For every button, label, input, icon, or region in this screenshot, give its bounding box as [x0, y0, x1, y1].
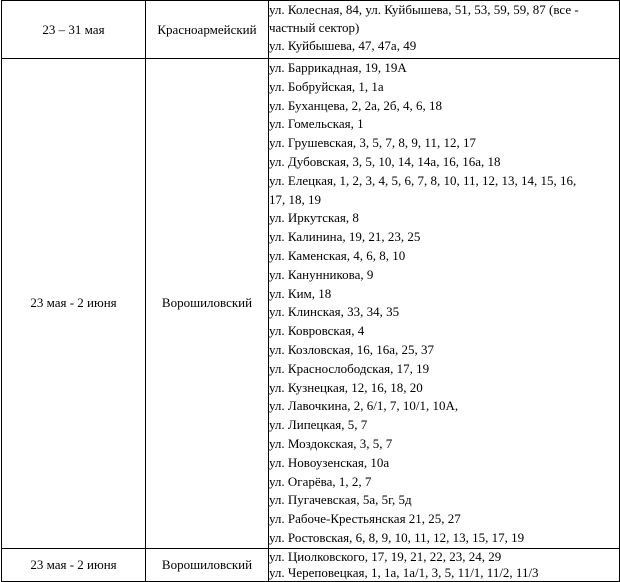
street-line: ул. Дубовская, 3, 5, 10, 14, 14а, 16, 16а, 18: [269, 153, 501, 169]
street-line: ул. Циолковского, 17, 19, 21, 22, 23, 24, 29: [269, 548, 502, 564]
table-row: [2, 548, 620, 581]
street-line: ул. Череповецкая, 1, 1а, 1а/1, 3, 5, 11/1, 11/2, 11/3: [269, 564, 539, 580]
street-line: ул. Грушевская, 3, 5, 7, 8, 9, 11, 12, 17: [269, 135, 476, 151]
street-line: ул. Ким, 18: [269, 285, 332, 301]
date-cell: 23 – 31 мая: [2, 1, 146, 59]
street-line: ул. Елецкая, 1, 2, 3, 4, 5, 6, 7, 8, 10, 11, 12, 13, 14, 15, 16,: [269, 172, 577, 188]
street-line: ул. Баррикадная, 19, 19А: [269, 60, 407, 75]
date-cell: 23 мая - 2 июня: [2, 59, 146, 549]
streets-cell: [269, 59, 620, 549]
street-line: ул. Канунникова, 9: [269, 266, 374, 282]
street-line: ул. Ковровская, 4: [269, 323, 365, 339]
table-row: [2, 59, 620, 549]
street-line: ул. Каменская, 4, 6, 8, 10: [269, 247, 406, 263]
street-line: ул. Пугачевская, 5а, 5г, 5д: [269, 492, 412, 508]
district-cell: Ворошиловский: [146, 59, 269, 549]
street-line: ул. Краснослободская, 17, 19: [269, 360, 430, 376]
street-line: ул. Ростовская, 6, 8, 9, 10, 11, 12, 13, 15, 17, 19: [269, 529, 525, 545]
schedule-table-body: [2, 1, 620, 582]
street-line: 17, 18, 19: [269, 191, 321, 207]
district-cell: Ворошиловский: [146, 548, 269, 581]
table-row: [2, 1, 620, 59]
streets-cell: [269, 1, 620, 59]
street-line: ул. Калинина, 19, 21, 23, 25: [269, 229, 421, 245]
street-line: ул. Куйбышева, 47, 47а, 49: [269, 38, 417, 53]
street-line: ул. Лавочкина, 2, 6/1, 7, 10/1, 10А,: [269, 398, 459, 414]
street-line: ул. Рабоче-Крестьянская 21, 25, 27: [269, 511, 461, 527]
street-line: ул. Буханцева, 2, 2а, 2б, 4, 6, 18: [269, 97, 442, 113]
street-line: частный сектор): [269, 20, 360, 35]
schedule-table: [1, 0, 620, 582]
street-line: ул. Козловская, 16, 16а, 25, 37: [269, 341, 435, 357]
street-line: ул. Иркутская, 8: [269, 210, 359, 226]
street-line: ул. Колесная, 84, ул. Куйбышева, 51, 53, 59, 59, 87 (все -: [269, 2, 579, 17]
street-line: ул. Липецкая, 5, 7: [269, 417, 368, 433]
street-line: ул. Бобруйская, 1, 1а: [269, 78, 384, 94]
street-line: ул. Клинская, 33, 34, 35: [269, 304, 400, 320]
streets-cell: [269, 548, 620, 581]
date-cell: 23 мая - 2 июня: [2, 548, 146, 581]
street-line: ул. Новоузенская, 10а: [269, 454, 390, 470]
street-line: ул. Гомельская, 1: [269, 116, 364, 132]
street-line: ул. Моздокская, 3, 5, 7: [269, 435, 393, 451]
street-line: ул. Кузнецкая, 12, 16, 18, 20: [269, 379, 423, 395]
street-line: ул. Огарёва, 1, 2, 7: [269, 473, 372, 489]
district-cell: Красноармейский: [146, 1, 269, 59]
